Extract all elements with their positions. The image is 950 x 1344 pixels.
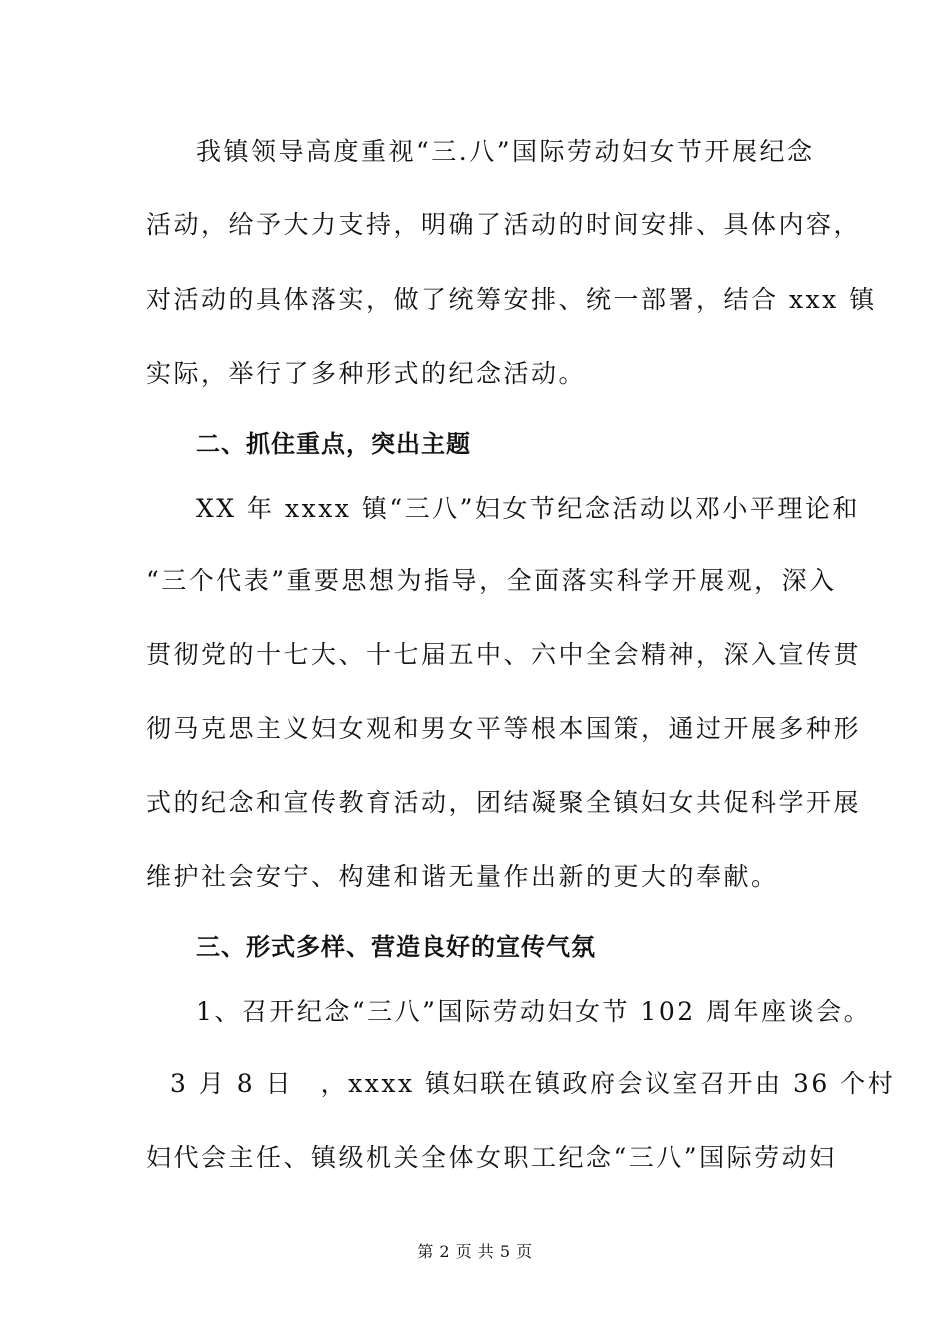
- section-heading: 三、形式多样、营造良好的宣传气氛: [196, 933, 596, 961]
- paragraph-line: 妇代会主任、镇级机关全体女职工纪念“三八”国际劳动妇: [146, 1143, 837, 1172]
- paragraph-line: XX 年 xxxx 镇“三八”妇女节纪念活动以邓小平理论和: [196, 494, 860, 523]
- paragraph-line: 维护社会安宁、构建和谐无量作出新的更大的奉献。: [146, 862, 779, 891]
- page-footer: 第 2 页 共 5 页: [417, 1242, 533, 1261]
- paragraph-line: 3 月 8 日 ，xxxx 镇妇联在镇政府会议室召开由 36 个村: [170, 1069, 896, 1098]
- paragraph-line: 我镇领导高度重视“三.八”国际劳动妇女节开展纪念: [196, 137, 815, 166]
- paragraph-line: 彻马克思主义妇女观和男女平等根本国策，通过开展多种形: [146, 714, 862, 743]
- paragraph-line: 1、召开纪念“三八”国际劳动妇女节 102 周年座谈会。: [196, 997, 872, 1026]
- paragraph-line: 式的纪念和宣传教育活动，团结凝聚全镇妇女共促科学开展: [146, 788, 862, 817]
- paragraph-line: 实际，举行了多种形式的纪念活动。: [146, 359, 587, 388]
- paragraph-line: “三个代表”重要思想为指导，全面落实科学开展观，深入: [146, 566, 837, 595]
- paragraph-line: 活动，给予大力支持，明确了活动的时间安排、具体内容，: [146, 210, 862, 239]
- section-heading: 二、抓住重点，突出主题: [196, 430, 471, 458]
- paragraph-line: 对活动的具体落实，做了统筹安排、统一部署，结合 xxx 镇: [146, 285, 877, 314]
- paragraph-line: 贯彻党的十七大、十七届五中、六中全会精神，深入宣传贯: [146, 640, 862, 669]
